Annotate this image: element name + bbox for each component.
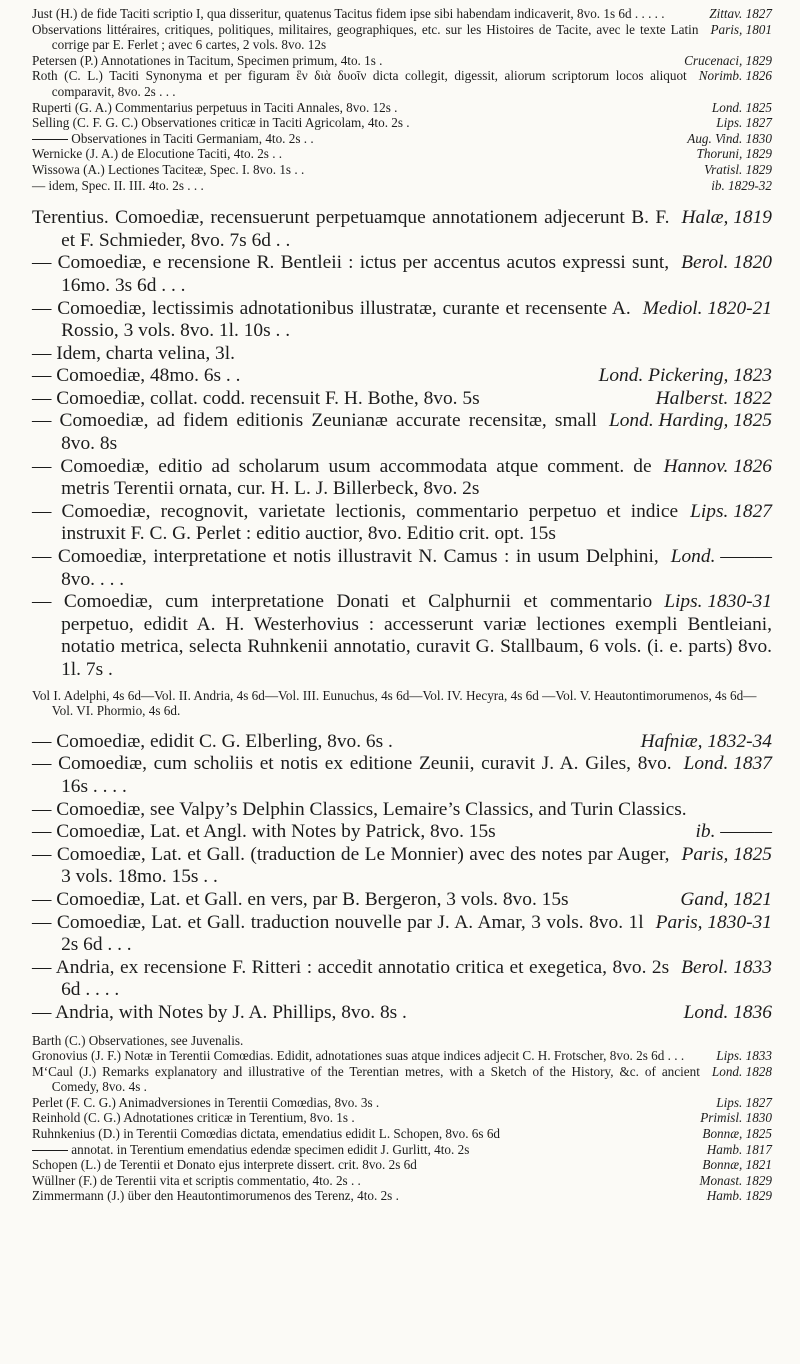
entry-text: Zimmermann (J.) über den Heautontimorumenos des Terenz, 4to. 2s .	[32, 1188, 399, 1204]
tacitus-commentaries-section	[32, 6, 772, 193]
terentius-editions-section	[32, 207, 772, 681]
entry-imprint: Paris, 1825	[681, 843, 772, 865]
entry-imprint: Paris, 1801	[710, 21, 772, 37]
entry-imprint: Lips. 1830-31	[664, 591, 772, 613]
westerhovius-volume-note: Vol I. Adelphi, 4s 6d—Vol. II. Andria, 4s 6d—Vol. III. Eunuchus, 4s 6d—Vol. IV. Hecyra, 4s 6d —Vol. V. Heautontimorumenos, 4s 6d—Vol. VI. Phormio, 4s 6d.	[32, 687, 757, 719]
bibliography-entry	[32, 1157, 772, 1173]
entry-text: Wissowa (A.) Lectiones Taciteæ, Spec. I. 8vo. 1s . .	[32, 161, 305, 177]
entry-text: — Comoediæ, Lat. et Gall. traduction nouvelle par J. A. Amar, 3 vols. 8vo. 1l 2s 6d . . .	[32, 911, 644, 956]
bibliography-entry	[32, 1173, 772, 1189]
bibliography-entry	[32, 6, 772, 22]
entry-imprint: Crucenaci, 1829	[684, 52, 772, 68]
bibliography-entry	[32, 388, 772, 411]
bibliography-entry	[32, 53, 772, 69]
entry-imprint: Lips. 1827	[716, 1094, 772, 1110]
entry-imprint: Lond. Pickering, 1823	[598, 365, 772, 387]
entry-text: — Comoediæ, ad fidem editionis Zeunianæ accurate recensitæ, small 8vo. 8s	[32, 410, 597, 455]
ditto-rule	[32, 139, 68, 140]
entry-text: M‘Caul (J.) Remarks explanatory and illustrative of the Terentian metres, with a Sketch of the History, &c. of ancient Comedy, 8vo. 4s .	[32, 1063, 700, 1095]
entry-imprint: ib. 1829-32	[711, 177, 772, 193]
bibliography-entry	[32, 799, 772, 822]
bibliography-entry	[32, 957, 772, 1002]
bibliography-entry	[32, 1002, 772, 1025]
entry-text: — Andria, ex recensione F. Ritteri : accedit annotatio critica et exegetica, 8vo. 2s 6d . . . .	[32, 956, 670, 1001]
entry-text: — Comoediæ, lectissimis adnotationibus illustratæ, curante et recensente A. Rossio, 3 vols. 8vo. 1l. 10s . .	[32, 297, 631, 342]
entry-text: — idem, Spec. II. III. 4to. 2s . . .	[32, 177, 204, 193]
entry-text: — Idem, charta velina, 3l.	[32, 342, 235, 364]
bibliography-entry	[32, 207, 772, 252]
entry-text: Petersen (P.) Annotationes in Tacitum, Specimen primum, 4to. 1s .	[32, 52, 383, 68]
entry-imprint: Lond. 1825	[711, 99, 772, 115]
entry-imprint: Hamb. 1829	[706, 1188, 772, 1204]
bibliography-entry	[32, 343, 772, 366]
entry-imprint: Paris, 1830-31	[655, 911, 772, 933]
entry-text: — Comoediæ, cum scholiis et notis ex editione Zeunii, curavit J. A. Giles, 8vo. 16s . . . .	[32, 753, 672, 797]
bibliography-entry	[32, 178, 772, 194]
entry-imprint: Primisl. 1830	[700, 1110, 772, 1126]
bibliography-entry	[32, 912, 772, 957]
entry-imprint: Mediol. 1820-21	[642, 297, 772, 319]
entry-text: annotat. in Terentium emendatius edendæ specimen edidit J. Gurlitt, 4to. 2s	[71, 1141, 470, 1157]
entry-text: Just (H.) de fide Taciti scriptio I, qua disseritur, quatenus Tacitus fidem ipse sibi habendam indicaverit, 8vo. 1s 6d . . . . .	[32, 6, 665, 21]
entry-text: — Comoediæ, collat. codd. recensuit F. H. Bothe, 8vo. 5s	[32, 387, 480, 409]
entry-imprint: Lips. 1833	[716, 1048, 772, 1064]
ditto-rule	[32, 1150, 68, 1151]
bibliography-entry	[32, 731, 772, 754]
entry-text: Ruhnkenius (D.) in Terentii Comœdias dictata, emendatius edidit L. Schopen, 8vo. 6s 6d	[32, 1126, 501, 1142]
entry-imprint: Halæ, 1819	[681, 207, 772, 229]
bibliography-entry	[32, 252, 772, 297]
entry-imprint: Lond. ———	[670, 546, 772, 568]
entry-imprint: Lond. 1828	[711, 1063, 772, 1079]
bibliography-entry	[32, 546, 772, 591]
entry-imprint: Lond. 1836	[683, 1001, 772, 1023]
entry-text: Observations littéraires, critiques, politiques, militaires, geographiques, etc. sur les Histoires de Tacite, avec le texte Latin corrige par E. Ferlet ; avec 6 cartes, 2 vols. 8vo. 12s	[32, 21, 699, 53]
bibliography-entry	[32, 1188, 772, 1204]
entry-text: Perlet (F. C. G.) Animadversiones in Terentii Comœdias, 8vo. 3s .	[32, 1094, 380, 1110]
entry-imprint: Gand, 1821	[680, 888, 772, 910]
bibliography-entry	[32, 1126, 772, 1142]
entry-imprint: Hamb. 1817	[706, 1141, 772, 1157]
entry-imprint: Hafniæ, 1832-34	[640, 730, 772, 752]
bibliography-entry	[32, 131, 772, 147]
bibliography-entry	[32, 410, 772, 455]
entry-imprint: Lond. 1837	[683, 753, 772, 775]
entry-text: — Comoediæ, Lat. et Angl. with Notes by Patrick, 8vo. 15s	[32, 821, 496, 843]
entry-imprint: Zittav. 1827	[709, 6, 772, 21]
entry-text: Schopen (L.) de Terentii et Donato ejus interprete dissert. crit. 8vo. 2s 6d	[32, 1157, 417, 1173]
entry-text: — Andria, with Notes by J. A. Phillips, 8vo. 8s .	[32, 1001, 407, 1023]
entry-imprint: Berol. 1833	[681, 956, 772, 978]
entry-imprint: Vratisl. 1829	[704, 161, 772, 177]
bibliography-entry	[32, 22, 772, 53]
entry-text: Barth (C.) Observationes, see Juvenalis.	[32, 1032, 244, 1048]
bibliography-entry	[32, 115, 772, 131]
bibliography-entry	[32, 1110, 772, 1126]
entry-imprint: Bonnæ, 1825	[702, 1126, 772, 1142]
entry-text: Ruperti (G. A.) Commentarius perpetuus in Taciti Annales, 8vo. 12s .	[32, 99, 398, 115]
entry-text: Reinhold (C. G.) Adnotationes criticæ in Terentium, 8vo. 1s .	[32, 1110, 355, 1126]
entry-text: — Comoediæ, cum interpretatione Donati et Calphurnii et commentario perpetuo, edidit A. H. Westerhovius : accesserunt variæ lectiones exempli Bentleiani, notatio metrica, selecta Ruhnkenii annotatio, curavit G. Stallbaum, 6 vols. (i. e. parts) 8vo. 1l. 7s .	[32, 591, 772, 680]
entry-text: Wüllner (F.) de Terentii vita et scriptis commentatio, 4to. 2s . .	[32, 1172, 361, 1188]
bibliography-entry	[32, 1048, 772, 1064]
entry-text: Wernicke (J. A.) de Elocutione Taciti, 4to. 2s . .	[32, 146, 283, 162]
entry-imprint: Norimb. 1826	[698, 68, 772, 84]
entry-imprint: Lips. 1827	[716, 115, 772, 131]
bibliography-entry	[32, 1064, 772, 1095]
bibliography-entry	[32, 753, 772, 798]
entry-text: — Comoediæ, Lat. et Gall. en vers, par B. Bergeron, 3 vols. 8vo. 15s	[32, 888, 569, 910]
bibliography-entry	[32, 591, 772, 681]
entry-text: Observationes in Taciti Germaniam, 4to. 2s . .	[71, 130, 314, 146]
entry-text: — Comoediæ, edidit C. G. Elberling, 8vo. 6s .	[32, 730, 393, 752]
terentius-commentaries-section	[32, 1033, 772, 1205]
entry-imprint: Lips. 1827	[690, 500, 772, 522]
bibliography-entry	[32, 146, 772, 162]
entry-text: — Comoediæ, Lat. et Gall. (traduction de Le Monnier) avec des notes par Auger, 3 vols. 18mo. 15s . .	[32, 843, 670, 888]
bibliography-entry	[32, 1095, 772, 1111]
entry-text: Selling (C. F. G. C.) Observationes criticæ in Taciti Agricolam, 4to. 2s .	[32, 115, 410, 131]
bibliography-entry	[32, 889, 772, 912]
entry-imprint: Hannov. 1826	[663, 455, 772, 477]
bibliography-entry	[32, 68, 772, 99]
entry-text: — Comoediæ, editio ad scholarum usum accommodata atque comment. de metris Terentii ornata, cur. H. L. J. Billerbeck, 8vo. 2s	[32, 455, 652, 500]
entry-text: — Comoediæ, e recensione R. Bentleii : ictus per accentus acutos expressi sunt, 16mo. 3s 6d . . .	[32, 252, 670, 296]
entry-imprint: ib. ———	[695, 821, 772, 843]
bibliography-entry	[32, 1142, 772, 1158]
entry-imprint: Aug. Vind. 1830	[687, 130, 772, 146]
entry-imprint: Berol. 1820	[681, 252, 772, 274]
entry-imprint: Lond. Harding, 1825	[608, 410, 772, 432]
entry-text: Roth (C. L.) Taciti Synonyma et per figuram ἓν διὰ δυοῖν dicta collegit, digessit, aliorum scriptorum locos aliquot comparavit, 8vo. 2s . . .	[32, 68, 687, 99]
bibliography-entry	[32, 821, 772, 844]
bibliography-entry	[32, 844, 772, 889]
bibliography-entry	[32, 365, 772, 388]
bibliography-entry	[32, 501, 772, 546]
terentius-editions-section-2	[32, 731, 772, 1025]
entry-text: — Comoediæ, 48mo. 6s . .	[32, 365, 241, 387]
entry-text: — Comoediæ, see Valpy’s Delphin Classics, Lemaire’s Classics, and Turin Classics.	[32, 798, 687, 820]
entry-imprint: Monast. 1829	[699, 1172, 772, 1188]
entry-text: — Comoediæ, interpretatione et notis illustravit N. Camus : in usum Delphini, 8vo. . . .	[32, 546, 659, 590]
entry-text: — Comoediæ, recognovit, varietate lectionis, commentario perpetuo et indice instruxit F. C. G. Perlet : editio auctior, 8vo. Editio crit. opt. 15s	[32, 500, 679, 545]
entry-imprint: Halberst. 1822	[655, 387, 772, 409]
bibliography-entry	[32, 100, 772, 116]
bibliography-entry	[32, 1033, 772, 1049]
entry-imprint: Thoruni, 1829	[696, 146, 772, 162]
bibliography-entry	[32, 456, 772, 501]
bibliography-entry	[32, 298, 772, 343]
entry-text: Gronovius (J. F.) Notæ in Terentii Comœdias. Edidit, adnotationes suas atque indices adjecit C. H. Frotscher, 8vo. 2s 6d . . .	[32, 1048, 685, 1064]
entry-text: Terentius. Comoediæ, recensuerunt perpetuamque annotationem adjecerunt B. F. et F. Schmieder, 8vo. 7s 6d . .	[32, 207, 670, 251]
bibliography-entry	[32, 162, 772, 178]
entry-imprint: Bonnæ, 1821	[702, 1157, 772, 1173]
